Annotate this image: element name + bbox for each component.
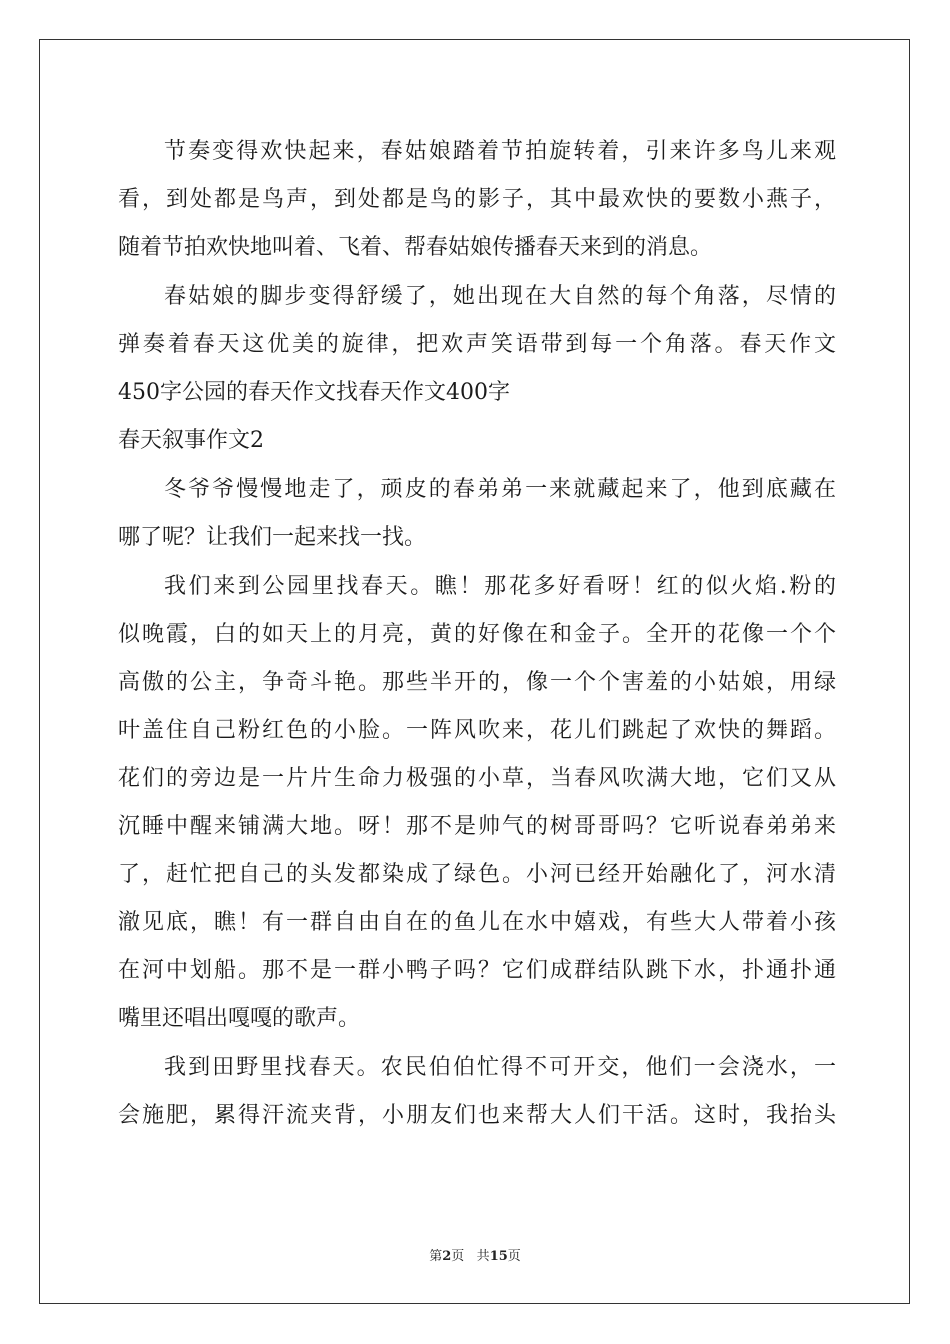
text-line: 澈见底，瞧！有一群自由自在的鱼儿在水中嬉戏，有些大人带着小孩 — [118, 910, 836, 935]
text-line: 在河中划船。那不是一群小鸭子吗？它们成群结队跳下水，扑通扑通 — [118, 958, 836, 983]
text-line: 似晚霞，白的如天上的月亮，黄的好像在和金子。全开的花像一个个 — [118, 622, 836, 647]
text-line: 哪了呢？让我们一起来找一找。 — [118, 525, 427, 550]
text-line: 冬爷爷慢慢地走了，顽皮的春弟弟一来就藏起来了，他到底藏在 — [164, 477, 836, 502]
text-line: 嘴里还唱出嘎嘎的歌声。 — [118, 1006, 361, 1031]
total-unit: 页 — [507, 1249, 521, 1264]
total-pages: 15 — [489, 1249, 508, 1264]
total-prefix: 共 — [476, 1249, 490, 1264]
text-line: 了，赶忙把自己的头发都染成了绿色。小河已经开始融化了，河水清 — [118, 862, 836, 887]
text-line: 花们的旁边是一片片生命力极强的小草，当春风吹满大地，它们又从 — [118, 766, 836, 791]
text-line: 沉睡中醒来铺满大地。呀！那不是帅气的树哥哥吗？它听说春弟弟来 — [118, 814, 836, 839]
text-line: 450字公园的春天作文找春天作文400字 — [118, 380, 510, 405]
text-line: 弹奏着春天这优美的旋律，把欢声笑语带到每一个角落。春天作文 — [118, 332, 836, 357]
text-line: 随着节拍欢快地叫着、飞着、帮春姑娘传播春天来到的消息。 — [118, 235, 713, 260]
page-footer — [0, 1245, 950, 1264]
text-line: 高傲的公主，争奇斗艳。那些半开的，像一个个害羞的小姑娘，用绿 — [118, 670, 836, 695]
text-line: 会施肥，累得汗流夹背，小朋友们也来帮大人们干活。这时，我抬头 — [118, 1103, 836, 1128]
page-unit: 页 — [451, 1249, 465, 1264]
text-line: 我到田野里找春天。农民伯伯忙得不可开交，他们一会浇水，一 — [164, 1055, 836, 1080]
text-line: 叶盖住自己粉红色的小脸。一阵风吹来，花儿们跳起了欢快的舞蹈。 — [118, 718, 836, 743]
document-body — [118, 128, 836, 1140]
section-heading: 春天叙事作文2 — [118, 428, 264, 453]
text-line: 看，到处都是鸟声，到处都是鸟的影子，其中最欢快的要数小燕子， — [118, 187, 836, 212]
text-line: 我们来到公园里找春天。瞧！那花多好看呀！红的似火焰.粉的 — [164, 574, 836, 599]
text-line: 节奏变得欢快起来，春姑娘踏着节拍旋转着，引来许多鸟儿来观 — [164, 139, 836, 164]
page-prefix: 第 — [429, 1249, 443, 1264]
page-number: 2 — [442, 1249, 452, 1264]
text-line: 春姑娘的脚步变得舒缓了，她出现在大自然的每个角落，尽情的 — [164, 284, 836, 309]
